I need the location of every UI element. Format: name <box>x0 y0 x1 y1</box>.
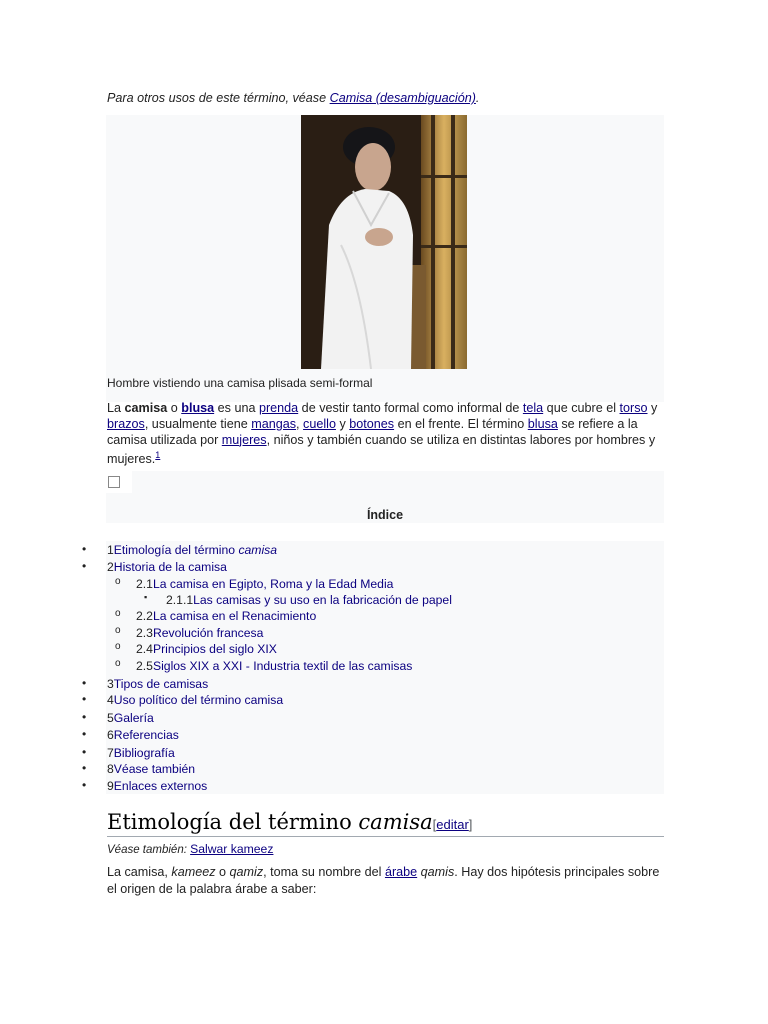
intro-paragraph: La camisa o blusa es una prenda de vestir tanto formal como informal de tela que cubre el torso y brazos, usualmente tiene mangas, cuello y botones en el frente. El término blusa se refiere a la camisa utilizada por mujeres, niños y también cuando se utiliza en distintas labores por hombres y mujeres.$^1$ <box>107 401 658 467</box>
term-camisa: camisa <box>124 401 168 415</box>
hatnote <box>107 91 479 105</box>
toc-item-2-1[interactable]: 2.1La camisa en Egipto, Roma y la Edad Media <box>136 577 394 591</box>
shirt-photo[interactable] <box>301 115 467 369</box>
table-of-contents <box>82 541 664 794</box>
hatnote-text: Para otros usos de este término, véase <box>107 91 330 105</box>
toc-item-7[interactable]: 7Bibliografía <box>107 746 175 760</box>
figure-caption: Hombre vistiendo una camisa plisada semi-formal <box>107 376 373 390</box>
toc-title: Índice <box>366 508 404 522</box>
circle-bullet-icon: o <box>115 658 121 669</box>
bullet-icon: • <box>82 559 87 573</box>
toc-item-2-2[interactable]: 2.2La camisa en el Renacimiento <box>136 609 317 623</box>
circle-bullet-icon: o <box>115 576 121 587</box>
bullet-icon: • <box>82 745 87 759</box>
shirt-photo-illustration <box>301 115 467 369</box>
link-arabe[interactable]: árabe <box>384 865 418 879</box>
reference-1[interactable]: 1 <box>155 450 161 461</box>
bullet-icon: • <box>82 542 87 556</box>
toc-item-5[interactable]: 5Galería <box>107 711 154 725</box>
toc-toggle-checkbox[interactable] <box>108 476 120 488</box>
link-mujeres[interactable]: mujeres <box>221 432 267 447</box>
toc-item-8[interactable]: 8Véase también <box>107 762 196 776</box>
edit-section-link[interactable]: editar <box>436 817 469 832</box>
bullet-icon: • <box>82 778 87 792</box>
toc-item-6[interactable]: 6Referencias <box>107 728 179 742</box>
square-bullet-icon: ▪ <box>144 592 148 602</box>
toc-item-2-5[interactable]: 2.5Siglos XIX a XXI - Industria textil de las camisas <box>136 659 413 673</box>
link-prenda[interactable]: prenda <box>258 401 299 415</box>
link-brazos[interactable]: brazos <box>107 416 145 431</box>
section-heading-etimologia: Etimología del término camisa[editar] <box>107 808 664 837</box>
bullet-icon: • <box>82 727 87 741</box>
link-torso[interactable]: torso <box>619 401 648 415</box>
hatnote-period: . <box>475 91 480 105</box>
toc-item-4[interactable]: 4Uso político del término camisa <box>107 693 284 707</box>
toc-item-1[interactable]: 1Etimología del término camisa <box>107 543 278 557</box>
link-mangas[interactable]: mangas <box>251 416 297 431</box>
circle-bullet-icon: o <box>115 641 121 652</box>
bullet-icon: • <box>82 710 87 724</box>
toc-item-9[interactable]: 9Enlaces externos <box>107 779 208 793</box>
bullet-icon: • <box>82 761 87 775</box>
toc-header <box>106 471 664 523</box>
figure <box>106 115 664 402</box>
bullet-icon: • <box>82 692 87 706</box>
toc-item-2-1-1[interactable]: 2.1.1Las camisas y su uso en la fabricación de papel <box>166 593 452 607</box>
link-botones[interactable]: botones <box>349 416 395 431</box>
disambiguation-link[interactable]: Camisa (desambiguación) <box>329 91 476 105</box>
see-also-note: Véase también: Salwar kameez <box>107 842 274 856</box>
toc-item-2[interactable]: 2Historia de la camisa <box>107 560 227 574</box>
link-tela[interactable]: tela <box>522 401 544 415</box>
toc-item-3[interactable]: 3Tipos de camisas <box>107 677 209 691</box>
link-blusa-2[interactable]: blusa <box>527 416 558 431</box>
circle-bullet-icon: o <box>115 608 121 619</box>
link-blusa[interactable]: blusa <box>181 401 215 415</box>
etymology-paragraph: La camisa, kameez o qamiz, toma su nombre del árabe qamis. Hay dos hipótesis principales sobre el origen de la palabra árabe a saber: <box>107 865 660 896</box>
link-cuello[interactable]: cuello <box>303 416 336 431</box>
link-salwar-kameez[interactable]: Salwar kameez <box>190 842 274 856</box>
toc-item-2-3[interactable]: 2.3Revolución francesa <box>136 626 264 640</box>
circle-bullet-icon: o <box>115 625 121 636</box>
bullet-icon: • <box>82 676 87 690</box>
toc-item-2-4[interactable]: 2.4Principios del siglo XIX <box>136 642 277 656</box>
